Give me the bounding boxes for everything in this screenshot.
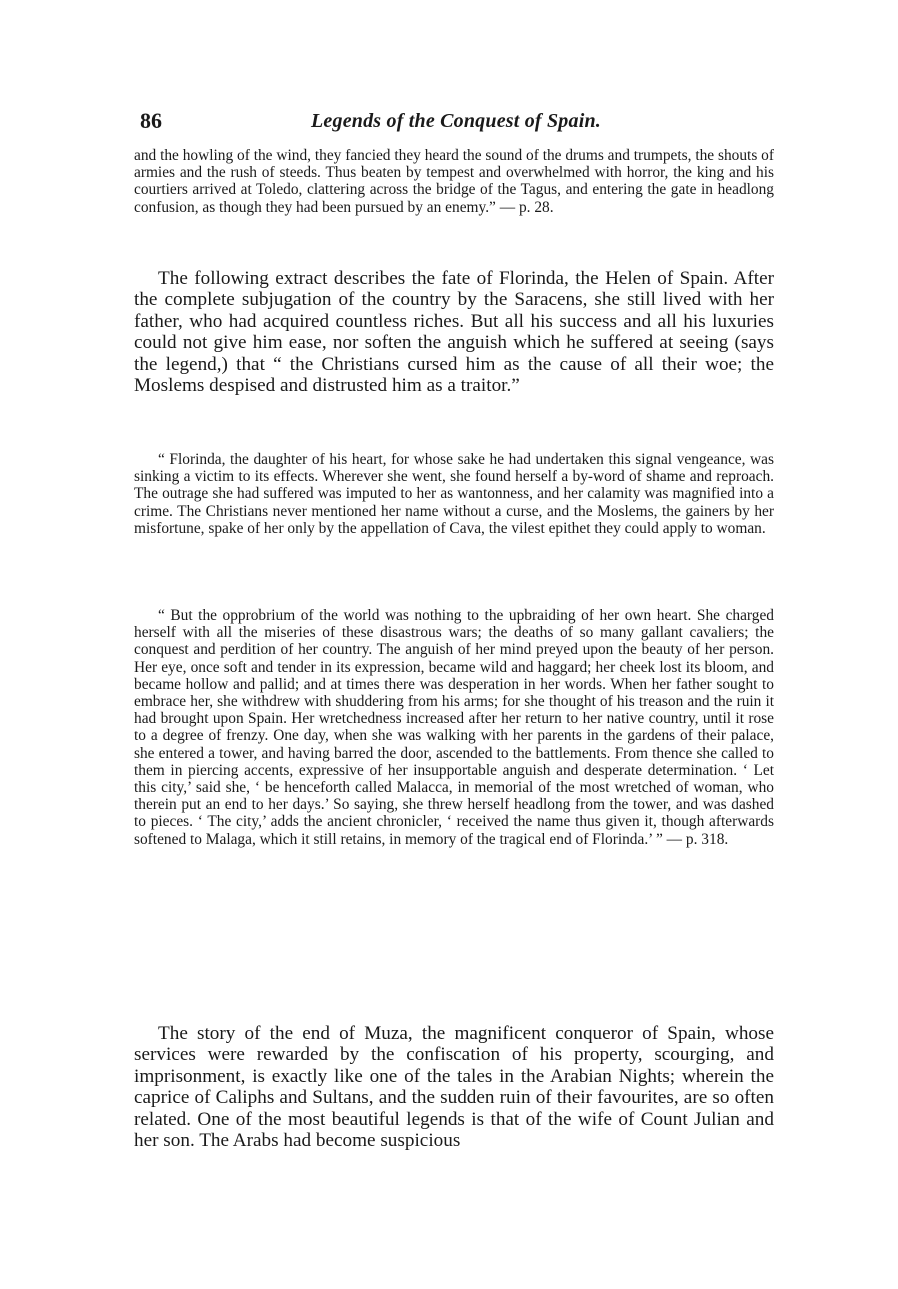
running-title: Legends of the Conquest of Spain. — [311, 110, 601, 132]
running-head — [138, 108, 774, 138]
page-number: 86 — [140, 108, 162, 133]
quote-florinda-part-1: “ Florinda, the daughter of his heart, for whose sake he had undertaken this signal vengeance, was sinking a victim to its effects. Wherever she went, she found herself a by-word of shame and reproach. The outrage she had suffered was imputed to her as wantonness, and her calamity was magnified into a crime. The Christians never mentioned her name without a curse, and the Moslems, the gainers by her misfortune, spake of her only by the appellation of Cava, the vilest epithet they could apply to woman. — [134, 451, 774, 537]
quote-continuation: and the howling of the wind, they fancied they heard the sound of the drums and trumpets, the shouts of armies and the rush of steeds. Thus beaten by tempest and overwhelmed with horror, the king and his courtiers arrived at Toledo, clattering across the bridge of the Tagus, and entering the gate in headlong confusion, as though they had been pursued by an enemy.” — p. 28. — [134, 147, 774, 216]
paragraph-florinda-intro: The following extract describes the fate of Florinda, the Helen of Spain. After the complete subjugation of the country by the Saracens, she still lived with her father, who had acquired countless riches. But all his success and all his luxuries could not give him ease, nor soften the anguish which he suffered at seeing (says the legend,) that “ the Christians cursed him as the cause of all their woe; the Moslems despised and distrusted him as a traitor.” — [134, 268, 774, 397]
paragraph-muza: The story of the end of Muza, the magnificent conqueror of Spain, whose services were rewarded by the confiscation of his property, scourging, and imprisonment, is exactly like one of the tales in the Arabian Nights; wherein the caprice of Caliphs and Sultans, and the sudden ruin of their favourites, are so often related. One of the most beautiful legends is that of the wife of Count Julian and her son. The Arabs had become suspicious — [134, 1023, 774, 1152]
quote-florinda-part-2: “ But the opprobrium of the world was nothing to the upbraiding of her own heart. She charged herself with all the miseries of these disastrous wars; the deaths of so many gallant cavaliers; the conquest and perdition of her country. The anguish of her mind preyed upon the beauty of her person. Her eye, once soft and tender in its expression, became wild and haggard; her cheek lost its bloom, and became hollow and pallid; and at times there was desperation in her words. When her father sought to embrace her, she withdrew with shuddering from his arms; for she thought of his treason and the ruin it had brought upon Spain. Her wretchedness increased after her return to her native country, until it rose to a degree of frenzy. One day, when she was walking with her parents in the gardens of their palace, she entered a tower, and having barred the door, ascended to the battlements. From thence she called to them in piercing accents, expressive of her insupportable anguish and desperate determination. ‘ Let this city,’ said she, ‘ be henceforth called Malacca, in memorial of the most wretched of woman, who therein put an end to her days.’ So saying, she threw herself headlong from the tower, and was dashed to pieces. ‘ The city,’ adds the ancient chronicler, ‘ received the name thus given it, though afterwards softened to Malaga, which it still retains, in memory of the tragical end of Florinda.’ ” — p. 318. — [134, 607, 774, 848]
